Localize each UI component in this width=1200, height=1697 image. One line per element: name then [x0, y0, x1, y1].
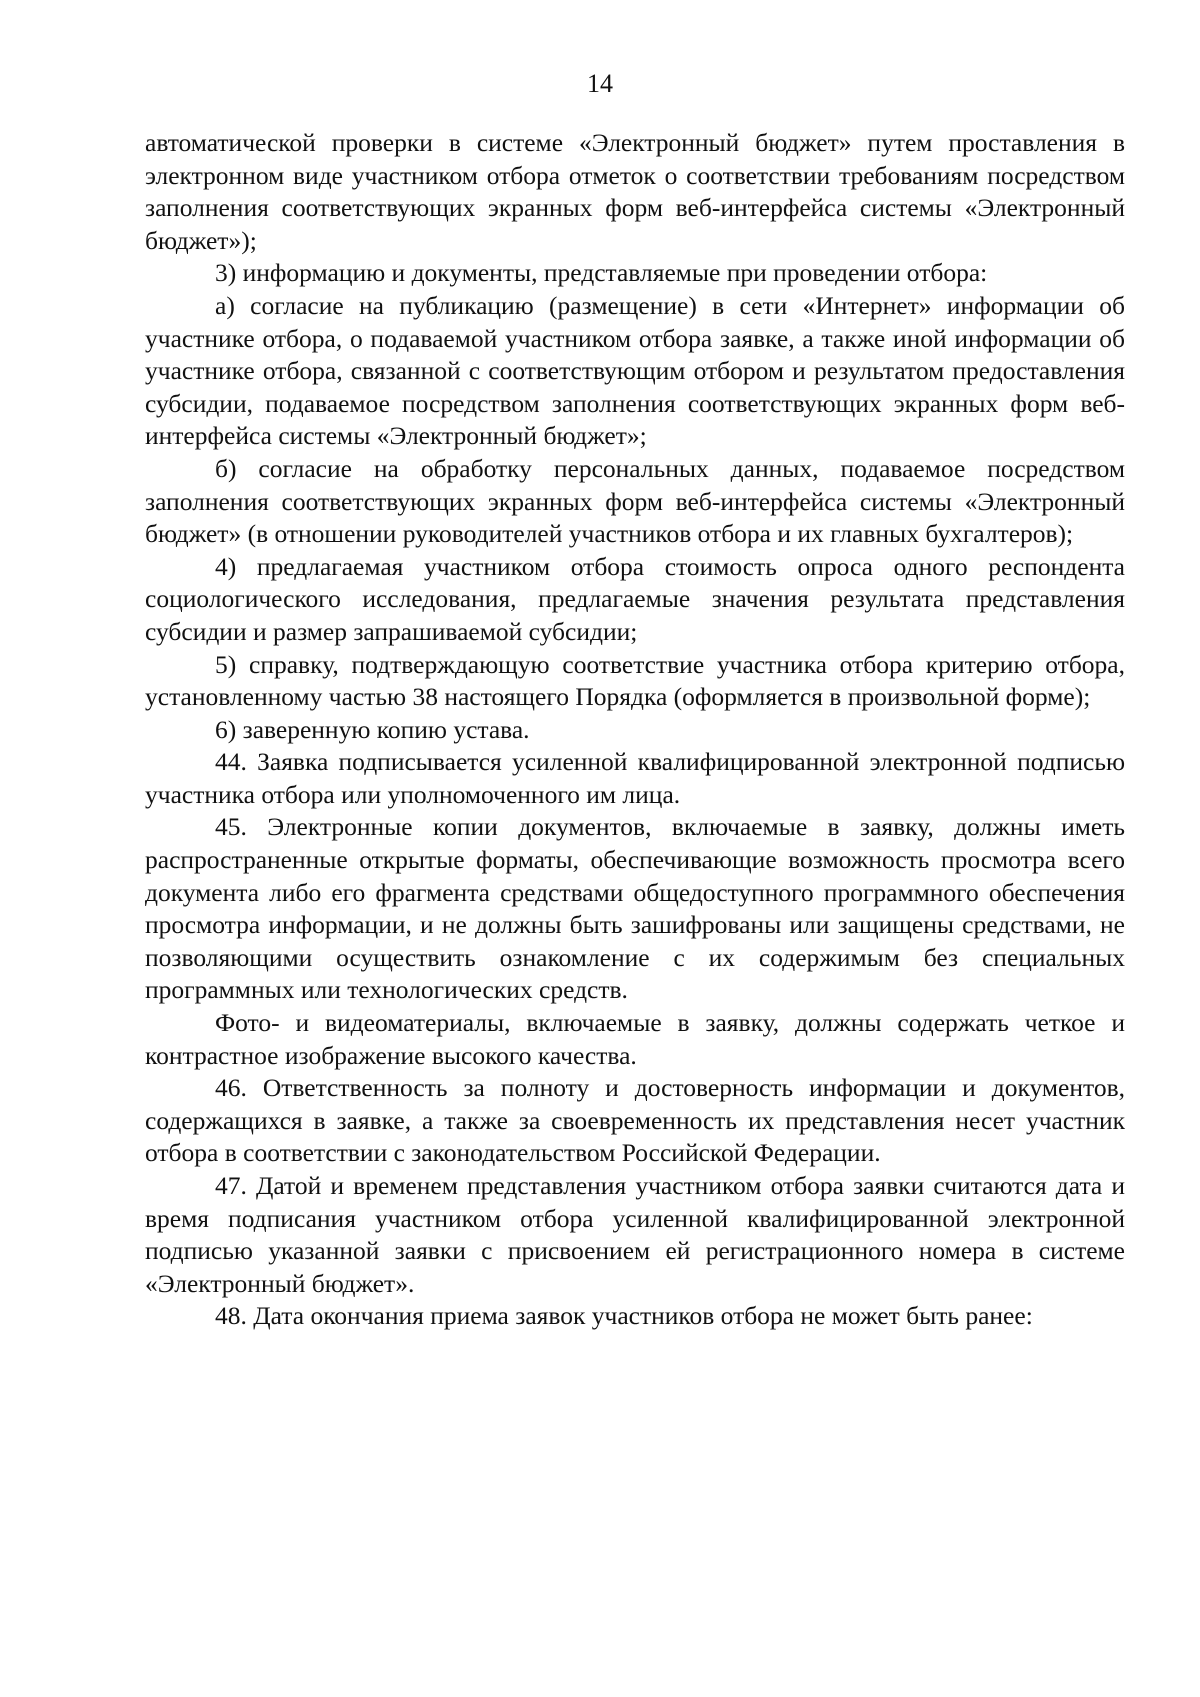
paragraph-item-5: 5) справку, подтверждающую соответствие участника отбора критерию отбора, установленному частью 38 настоящего Порядка (оформляется в произвольной форме);	[145, 649, 1125, 712]
page-number: 14	[587, 69, 613, 98]
paragraph-item-3: 3) информацию и документы, представляемые при проведении отбора:	[215, 258, 988, 288]
paragraph-45-media: Фото- и видеоматериалы, включаемые в заявку, должны содержать четкое и контрастное изображение высокого качества.	[145, 1008, 1125, 1070]
paragraph-item-4: 4) предлагаемая участником отбора стоимость опроса одного респондента социологического исследования, предлагаемые значения результата представления субсидии и размер запрашиваемой субсидии;	[145, 551, 1125, 646]
paragraph-45: 45. Электронные копии документов, включаемые в заявку, должны иметь распространенные открытые форматы, обеспечивающие возможность просмотра всего документа либо его фрагмента средствами общедоступного программного обеспечения просмотра информации, и не должны быть зашифрованы или защищены средствами, не позволяющими осуществить ознакомление с их содержимым без специальных программных или технологических средств.	[145, 812, 1125, 1005]
paragraph-item-3b: б) согласие на обработку персональных данных, подаваемое посредством заполнения соответствующих экранных форм веб-интерфейса системы «Электронный бюджет» (в отношении руководителей участников отбора и их главных бухгалтеров);	[145, 453, 1125, 549]
paragraph-48: 48. Дата окончания приема заявок участников отбора не может быть ранее:	[215, 1301, 1033, 1331]
paragraph-continuation: автоматической проверки в системе «Электронный бюджет» путем проставления в электронном виде участником отбора отметок о соответствии требованиям посредством заполнения соответствующих экранных форм веб-интерфейса системы «Электронный бюджет»);	[145, 128, 1125, 255]
paragraph-46: 46. Ответственность за полноту и достоверность информации и документов, содержащихся в заявке, а также за своевременность их представления несет участник отбора в соответствии с законодательством Российской Федерации.	[145, 1073, 1125, 1168]
paragraph-item-3a: а) согласие на публикацию (размещение) в сети «Интернет» информации об участнике отбора, о подаваемой участником отбора заявке, а также иной информации об участнике отбора, связанной с соответствующим отбором и результатом предоставления субсидии, подаваемое посредством заполнения соответствующих экранных форм веб-интерфейса системы «Электронный бюджет»;	[145, 290, 1125, 451]
paragraph-item-6: 6) заверенную копию устава.	[215, 714, 530, 744]
paragraph-47: 47. Датой и временем представления участником отбора заявки считаются дата и время подписания участником отбора усиленной квалифицированной электронной подписью указанной заявки с присвоением ей регистрационного номера в системе «Электронный бюджет».	[145, 1171, 1125, 1298]
paragraph-44: 44. Заявка подписывается усиленной квалифицированной электронной подписью участника отбора или уполномоченного им лица.	[145, 747, 1125, 809]
document-body	[145, 127, 1125, 1333]
